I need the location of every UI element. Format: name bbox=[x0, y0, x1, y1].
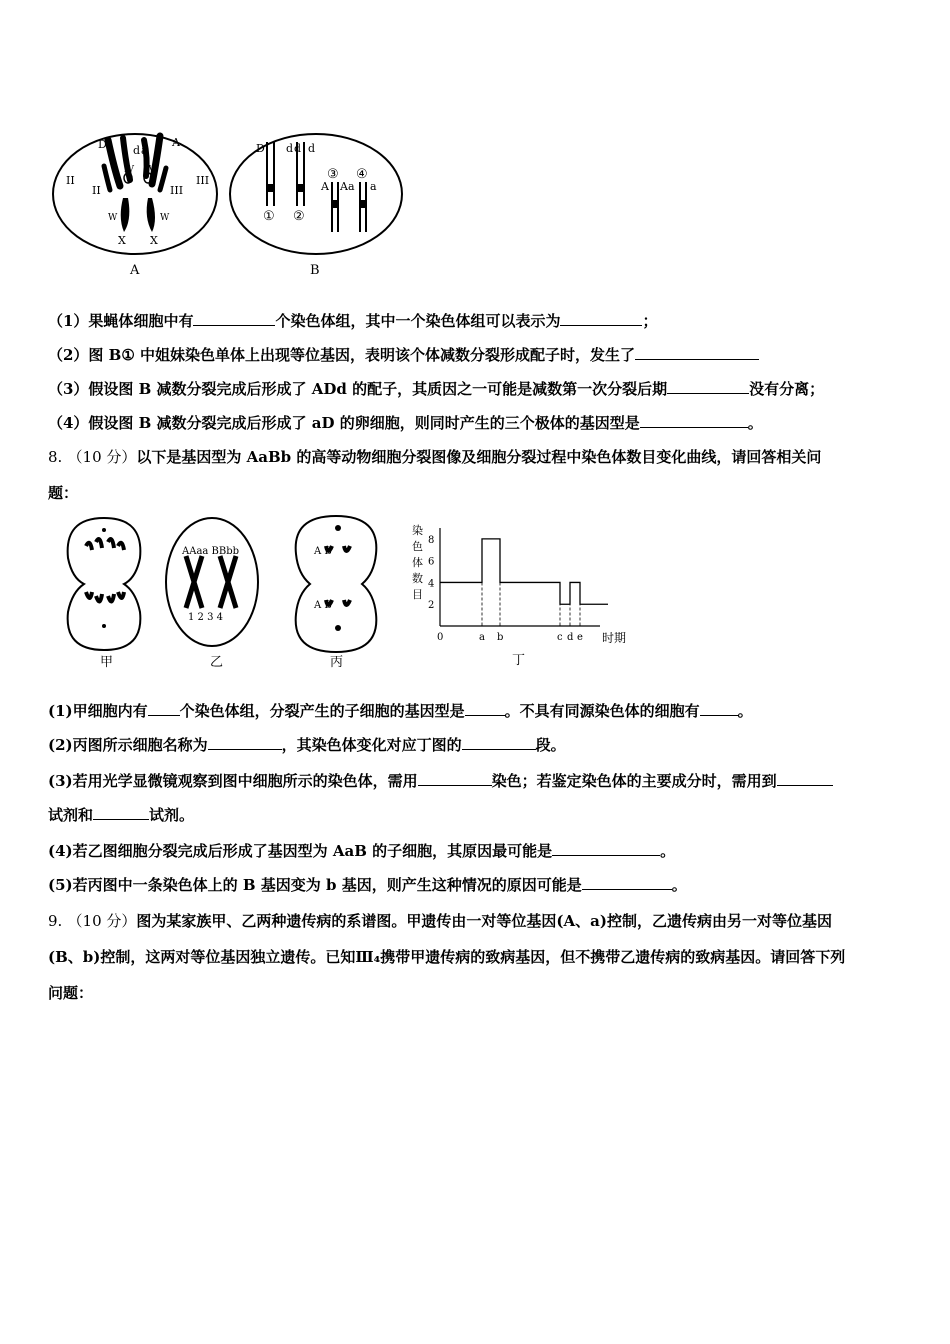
answer-blank[interactable] bbox=[462, 735, 536, 750]
fig1-label: IV bbox=[124, 165, 135, 175]
q8-stem-cont bbox=[48, 482, 78, 504]
answer-blank[interactable] bbox=[667, 379, 749, 394]
cell-b-label: B bbox=[310, 263, 320, 278]
chart-xtick-label: d bbox=[567, 632, 574, 643]
cell-bing-outline bbox=[296, 516, 377, 652]
answer-blank[interactable] bbox=[93, 805, 149, 820]
fig1-label: D bbox=[256, 142, 265, 155]
answer-blank[interactable] bbox=[148, 701, 180, 716]
q8-p4-text-a: (4)若乙图细胞分裂完成后形成了基因型为 AaB 的子细胞，其原因最可能是 bbox=[48, 842, 553, 860]
answer-blank[interactable] bbox=[582, 875, 672, 890]
chart-ylabel-char: 数 bbox=[412, 572, 423, 585]
q8-p2-text-c: 段。 bbox=[535, 736, 566, 754]
cell-a-label: A bbox=[130, 263, 140, 278]
answer-blank[interactable] bbox=[640, 413, 748, 428]
chart-series-line bbox=[440, 539, 608, 604]
q8-part4 bbox=[48, 840, 675, 862]
q8-part3 bbox=[48, 770, 833, 792]
answer-blank[interactable] bbox=[465, 701, 505, 716]
fig1-label: ② bbox=[293, 209, 305, 224]
fig1-label: a bbox=[370, 180, 377, 193]
q8-p1-text-d: 。 bbox=[737, 702, 753, 720]
figure-fruitfly-cells bbox=[48, 128, 408, 280]
answer-blank[interactable] bbox=[552, 841, 660, 856]
q7-p1-text-b: 个染色体组，其中一个染色体组可以表示为 bbox=[275, 312, 561, 330]
fig1-label: X bbox=[118, 234, 126, 247]
q7-p3-text-a: （3）假设图 B 减数分裂完成后形成了 ADd 的配子，其质因之一可能是减数第一次分裂后期 bbox=[48, 380, 668, 398]
fig1-label: a bbox=[348, 180, 355, 193]
q9-stem-cont2 bbox=[48, 982, 93, 1004]
fig1-label: A bbox=[340, 180, 348, 193]
fig1-label: A bbox=[321, 180, 329, 193]
q9-stem-cont bbox=[48, 946, 845, 968]
chart-ylabel-char: 染 bbox=[412, 524, 423, 537]
answer-blank[interactable] bbox=[418, 771, 492, 786]
q8-p2-text-a: (2)丙图所示细胞名称为 bbox=[48, 736, 208, 754]
fig2-label-bing-top: A B bbox=[314, 546, 332, 557]
fig1-label: ④ bbox=[356, 167, 368, 182]
q8-p3-text-a: (3)若用光学显微镜观察到图中细胞所示的染色体，需用 bbox=[48, 772, 418, 790]
fig1-label: a bbox=[141, 144, 148, 157]
q8-p2-text-b: ，其染色体变化对应丁图的 bbox=[281, 736, 462, 754]
q8-part5 bbox=[48, 874, 687, 896]
cell-jia-outline bbox=[68, 518, 141, 650]
chart-xtick-label: e bbox=[577, 632, 583, 643]
fig2-label-ding: 丁 bbox=[512, 653, 526, 668]
fig1-label: D bbox=[98, 138, 107, 151]
q7-p4-text-a: （4）假设图 B 减数分裂完成后形成了 aD 的卵细胞，则同时产生的三个极体的基因型是 bbox=[48, 414, 640, 432]
chart-xtick-label: c bbox=[557, 632, 563, 643]
q8-p1-text-c: 。不具有同源染色体的细胞有 bbox=[504, 702, 700, 720]
answer-blank[interactable] bbox=[193, 311, 275, 326]
fig1-label: IV bbox=[145, 165, 156, 175]
fig2-label-bing-bottom: A B bbox=[314, 600, 332, 611]
q7-p1-text-a: （1）果蝇体细胞中有 bbox=[48, 312, 194, 330]
q8-p3-text-b: 染色；若鉴定染色体的主要成分时，需用到 bbox=[491, 772, 777, 790]
q8-stem-line1: 以下是基因型为 AaBb 的高等动物细胞分裂图像及细胞分裂过程中染色体数目变化曲线，请回答相关问 bbox=[136, 448, 822, 466]
chart-xtick-label: b bbox=[497, 632, 504, 643]
q7-part2 bbox=[48, 344, 759, 366]
q8-stem bbox=[48, 446, 821, 468]
answer-blank[interactable] bbox=[208, 735, 282, 750]
q8-p3-text-d: 试剂。 bbox=[149, 806, 195, 824]
answer-blank[interactable] bbox=[635, 345, 759, 360]
q9-stem-line1: 图为某家族甲、乙两种遗传病的系谱图。甲遗传由一对等位基因(A、a)控制，乙遗传病由另一对等位基因 bbox=[136, 912, 832, 930]
fig2-label-yi-nums: 1 2 3 4 bbox=[188, 612, 223, 623]
chart-ytick-label: 8 bbox=[428, 534, 435, 546]
chart-xtick-label: a bbox=[479, 632, 485, 643]
q9-number: 9. bbox=[48, 912, 63, 930]
fig1-label: ① bbox=[263, 209, 275, 224]
chart-ylabel-char: 目 bbox=[412, 588, 423, 601]
fig1-label: d bbox=[308, 142, 316, 155]
q8-p3-text-c: 试剂和 bbox=[48, 806, 94, 824]
q8-score: （10 分） bbox=[67, 448, 137, 466]
answer-blank[interactable] bbox=[700, 701, 738, 716]
q8-p4-text-b: 。 bbox=[660, 842, 676, 860]
chart-chromosome-count bbox=[404, 518, 640, 668]
q8-part2 bbox=[48, 734, 566, 756]
fig1-label: d bbox=[133, 144, 141, 157]
chart-xtick-label: 0 bbox=[437, 632, 444, 643]
chart-xlabel: 时期 bbox=[602, 631, 627, 645]
chart-ylabel-char: 体 bbox=[412, 556, 423, 569]
fig2-label-yi: 乙 bbox=[210, 655, 224, 670]
fig2-label-yi-genes: AAaa BBbb bbox=[182, 546, 240, 557]
chart-ylabel-char: 色 bbox=[412, 540, 423, 553]
q8-stem-line2: 题： bbox=[48, 484, 79, 502]
answer-blank[interactable] bbox=[560, 311, 642, 326]
fig1-label: W bbox=[160, 213, 170, 223]
q8-p5-text-b: 。 bbox=[671, 876, 687, 894]
fig1-label: II bbox=[66, 174, 75, 187]
fig1-label: d bbox=[286, 142, 294, 155]
chart-ytick-label: 4 bbox=[428, 578, 435, 590]
q9-score: （10 分） bbox=[67, 912, 137, 930]
chart-ytick-label: 6 bbox=[428, 556, 435, 568]
figure-cell-division bbox=[64, 512, 404, 672]
q8-number: 8. bbox=[48, 448, 63, 466]
q8-p1-text-b: 个染色体组，分裂产生的子细胞的基因型是 bbox=[179, 702, 465, 720]
fig1-label: III bbox=[196, 174, 210, 187]
q7-p3-text-b: 没有分离； bbox=[749, 380, 825, 398]
q7-p1-text-c: ； bbox=[642, 312, 658, 330]
q7-part3 bbox=[48, 378, 824, 400]
q8-p5-text-a: (5)若丙图中一条染色体上的 B 基因变为 b 基因，则产生这种情况的原因可能是 bbox=[48, 876, 582, 894]
fig1-label: W bbox=[108, 213, 118, 223]
fig1-label: X bbox=[150, 234, 158, 247]
q8-p1-text-a: (1)甲细胞内有 bbox=[48, 702, 148, 720]
answer-blank[interactable] bbox=[777, 771, 833, 786]
fig1-label: III bbox=[170, 184, 184, 197]
fig1-label: ③ bbox=[327, 167, 339, 182]
fig1-label: A bbox=[172, 136, 180, 149]
fig2-label-jia: 甲 bbox=[100, 655, 114, 670]
q7-p2-text-a: （2）图 B① 中姐妹染色单体上出现等位基因，表明该个体减数分裂形成配子时，发生了 bbox=[48, 346, 636, 364]
fig1-label: II bbox=[92, 184, 101, 197]
cell-yi-outline bbox=[166, 518, 258, 646]
q9-stem-line3: 问题： bbox=[48, 984, 94, 1002]
q7-part1 bbox=[48, 310, 657, 332]
q9-stem bbox=[48, 910, 832, 932]
fig2-label-bing: 丙 bbox=[330, 655, 344, 670]
chart-ytick-label: 2 bbox=[428, 600, 435, 612]
fig1-label: d bbox=[294, 142, 302, 155]
q8-part3-cont bbox=[48, 804, 194, 826]
q9-stem-line2: (B、b)控制，这两对等位基因独立遗传。已知Ⅲ₄携带甲遗传病的致病基因，但不携带乙遗传病的致病基因。请回答下列 bbox=[48, 948, 846, 966]
q8-part1 bbox=[48, 700, 753, 722]
q7-p4-text-b: 。 bbox=[747, 414, 763, 432]
q7-part4 bbox=[48, 412, 763, 434]
